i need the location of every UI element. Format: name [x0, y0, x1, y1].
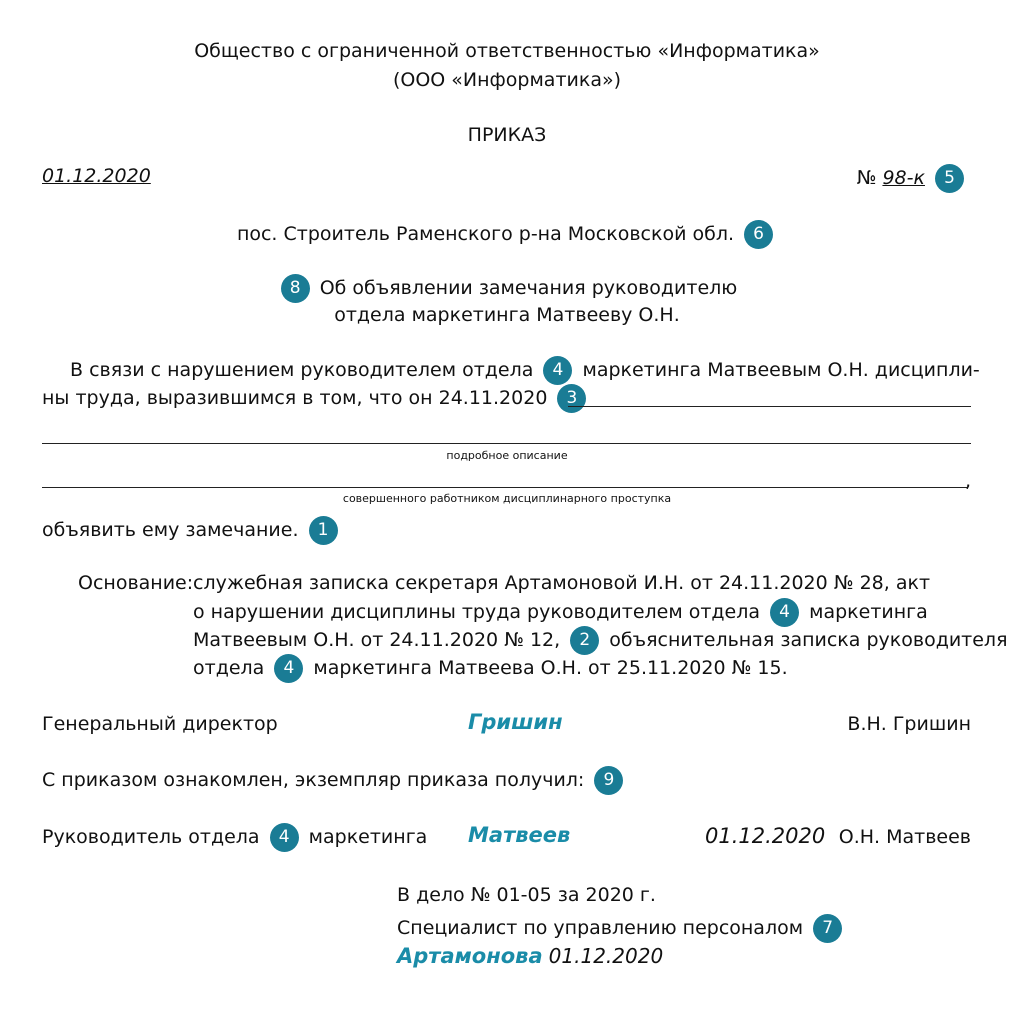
marker-6: 6	[744, 220, 773, 249]
marker-9: 9	[594, 766, 623, 795]
basis-text-3a: Матвеевым О.Н. от 24.11.2020 № 12,	[193, 629, 561, 651]
order-number-block	[857, 164, 968, 193]
director-signature: Гришин	[468, 710, 563, 734]
employee-position	[42, 823, 427, 852]
place-of-issue: пос. Строитель Раменского р-на Московской обл.	[236, 223, 734, 245]
reprimand-text: объявить ему замечание.	[42, 519, 299, 541]
marker-4: 4	[543, 356, 572, 385]
fill-in-line-3	[42, 487, 967, 488]
employee-name: О.Н. Матвеев	[838, 826, 971, 848]
basis-text-3b: объяснительная записка руководителя	[609, 629, 1008, 651]
employee-signature: Матвеев	[468, 823, 571, 847]
basis-line-2	[193, 598, 928, 627]
filing-date: 01.12.2020	[548, 944, 664, 968]
body-text-1b: маркетинга Матвеевым О.Н. дисципли-	[582, 359, 980, 381]
basis-line-4	[193, 654, 788, 683]
filing-specialist-text: Специалист по управлению персоналом	[397, 917, 804, 939]
marker-1: 1	[309, 516, 338, 545]
acknowledgement-line	[42, 766, 627, 795]
line-end-comma: ,	[965, 470, 972, 492]
organization-short-name: (ООО «Информатика»)	[392, 69, 622, 91]
filing-signature-line	[397, 944, 663, 968]
body-paragraph-line-2	[42, 384, 590, 413]
caption-offense: совершенного работником дисциплинарного проступка	[342, 492, 672, 505]
director-name: В.Н. Гришин	[847, 713, 971, 735]
reprimand-line	[42, 516, 342, 545]
caption-detailed-description: подробное описание	[446, 449, 568, 462]
director-position: Генеральный директор	[42, 713, 278, 735]
number-sign: №	[856, 167, 877, 189]
marker-7: 7	[813, 914, 842, 943]
acknowledgement-text: С приказом ознакомлен, экземпляр приказа получил:	[42, 769, 585, 791]
filing-specialist-line	[397, 914, 846, 943]
fill-in-line-2	[42, 443, 971, 444]
body-paragraph-line-1	[70, 356, 980, 385]
marker-2: 2	[570, 626, 599, 655]
order-number: 98-к	[882, 167, 925, 189]
fill-in-line-1	[568, 406, 971, 407]
marker-8: 8	[281, 274, 310, 303]
marker-4: 4	[274, 654, 303, 683]
basis-line-1: служебная записка секретаря Артамоновой И.Н. от 24.11.2020 № 28, акт	[193, 572, 931, 594]
marker-3: 3	[557, 384, 586, 413]
basis-line-3	[193, 626, 1008, 655]
order-date: 01.12.2020	[42, 165, 151, 187]
organization-full-name: Общество с ограниченной ответственностью «Информатика»	[194, 40, 820, 62]
filing-signature: Артамонова	[397, 944, 543, 968]
body-text-1a: В связи с нарушением руководителем отдела	[70, 359, 534, 381]
employee-sign-date: 01.12.2020	[705, 824, 826, 848]
basis-text-4b: маркетинга Матвеева О.Н. от 25.11.2020 № 15.	[313, 657, 788, 679]
body-text-2: ны труда, выразившимся в том, что он 24.11.2020	[42, 387, 548, 409]
basis-text-2a: о нарушении дисциплины труда руководителем отдела	[193, 601, 761, 623]
filing-case-line: В дело № 01-05 за 2020 г.	[397, 884, 656, 906]
employee-position-a: Руководитель отдела	[42, 826, 260, 848]
subject-text-1: Об объявлении замечания руководителю	[319, 277, 738, 299]
marker-4: 4	[770, 598, 799, 627]
basis-label: Основание:	[78, 572, 194, 594]
marker-4: 4	[270, 823, 299, 852]
basis-text-4a: отдела	[193, 657, 265, 679]
place-line	[0, 220, 1014, 249]
marker-5: 5	[935, 164, 964, 193]
subject-line-1	[0, 274, 1014, 303]
basis-text-2b: маркетинга	[809, 601, 928, 623]
employee-position-b: маркетинга	[308, 826, 428, 848]
document-type-title: ПРИКАЗ	[467, 124, 547, 146]
subject-line-2: отдела маркетинга Матвееву О.Н.	[334, 304, 680, 326]
